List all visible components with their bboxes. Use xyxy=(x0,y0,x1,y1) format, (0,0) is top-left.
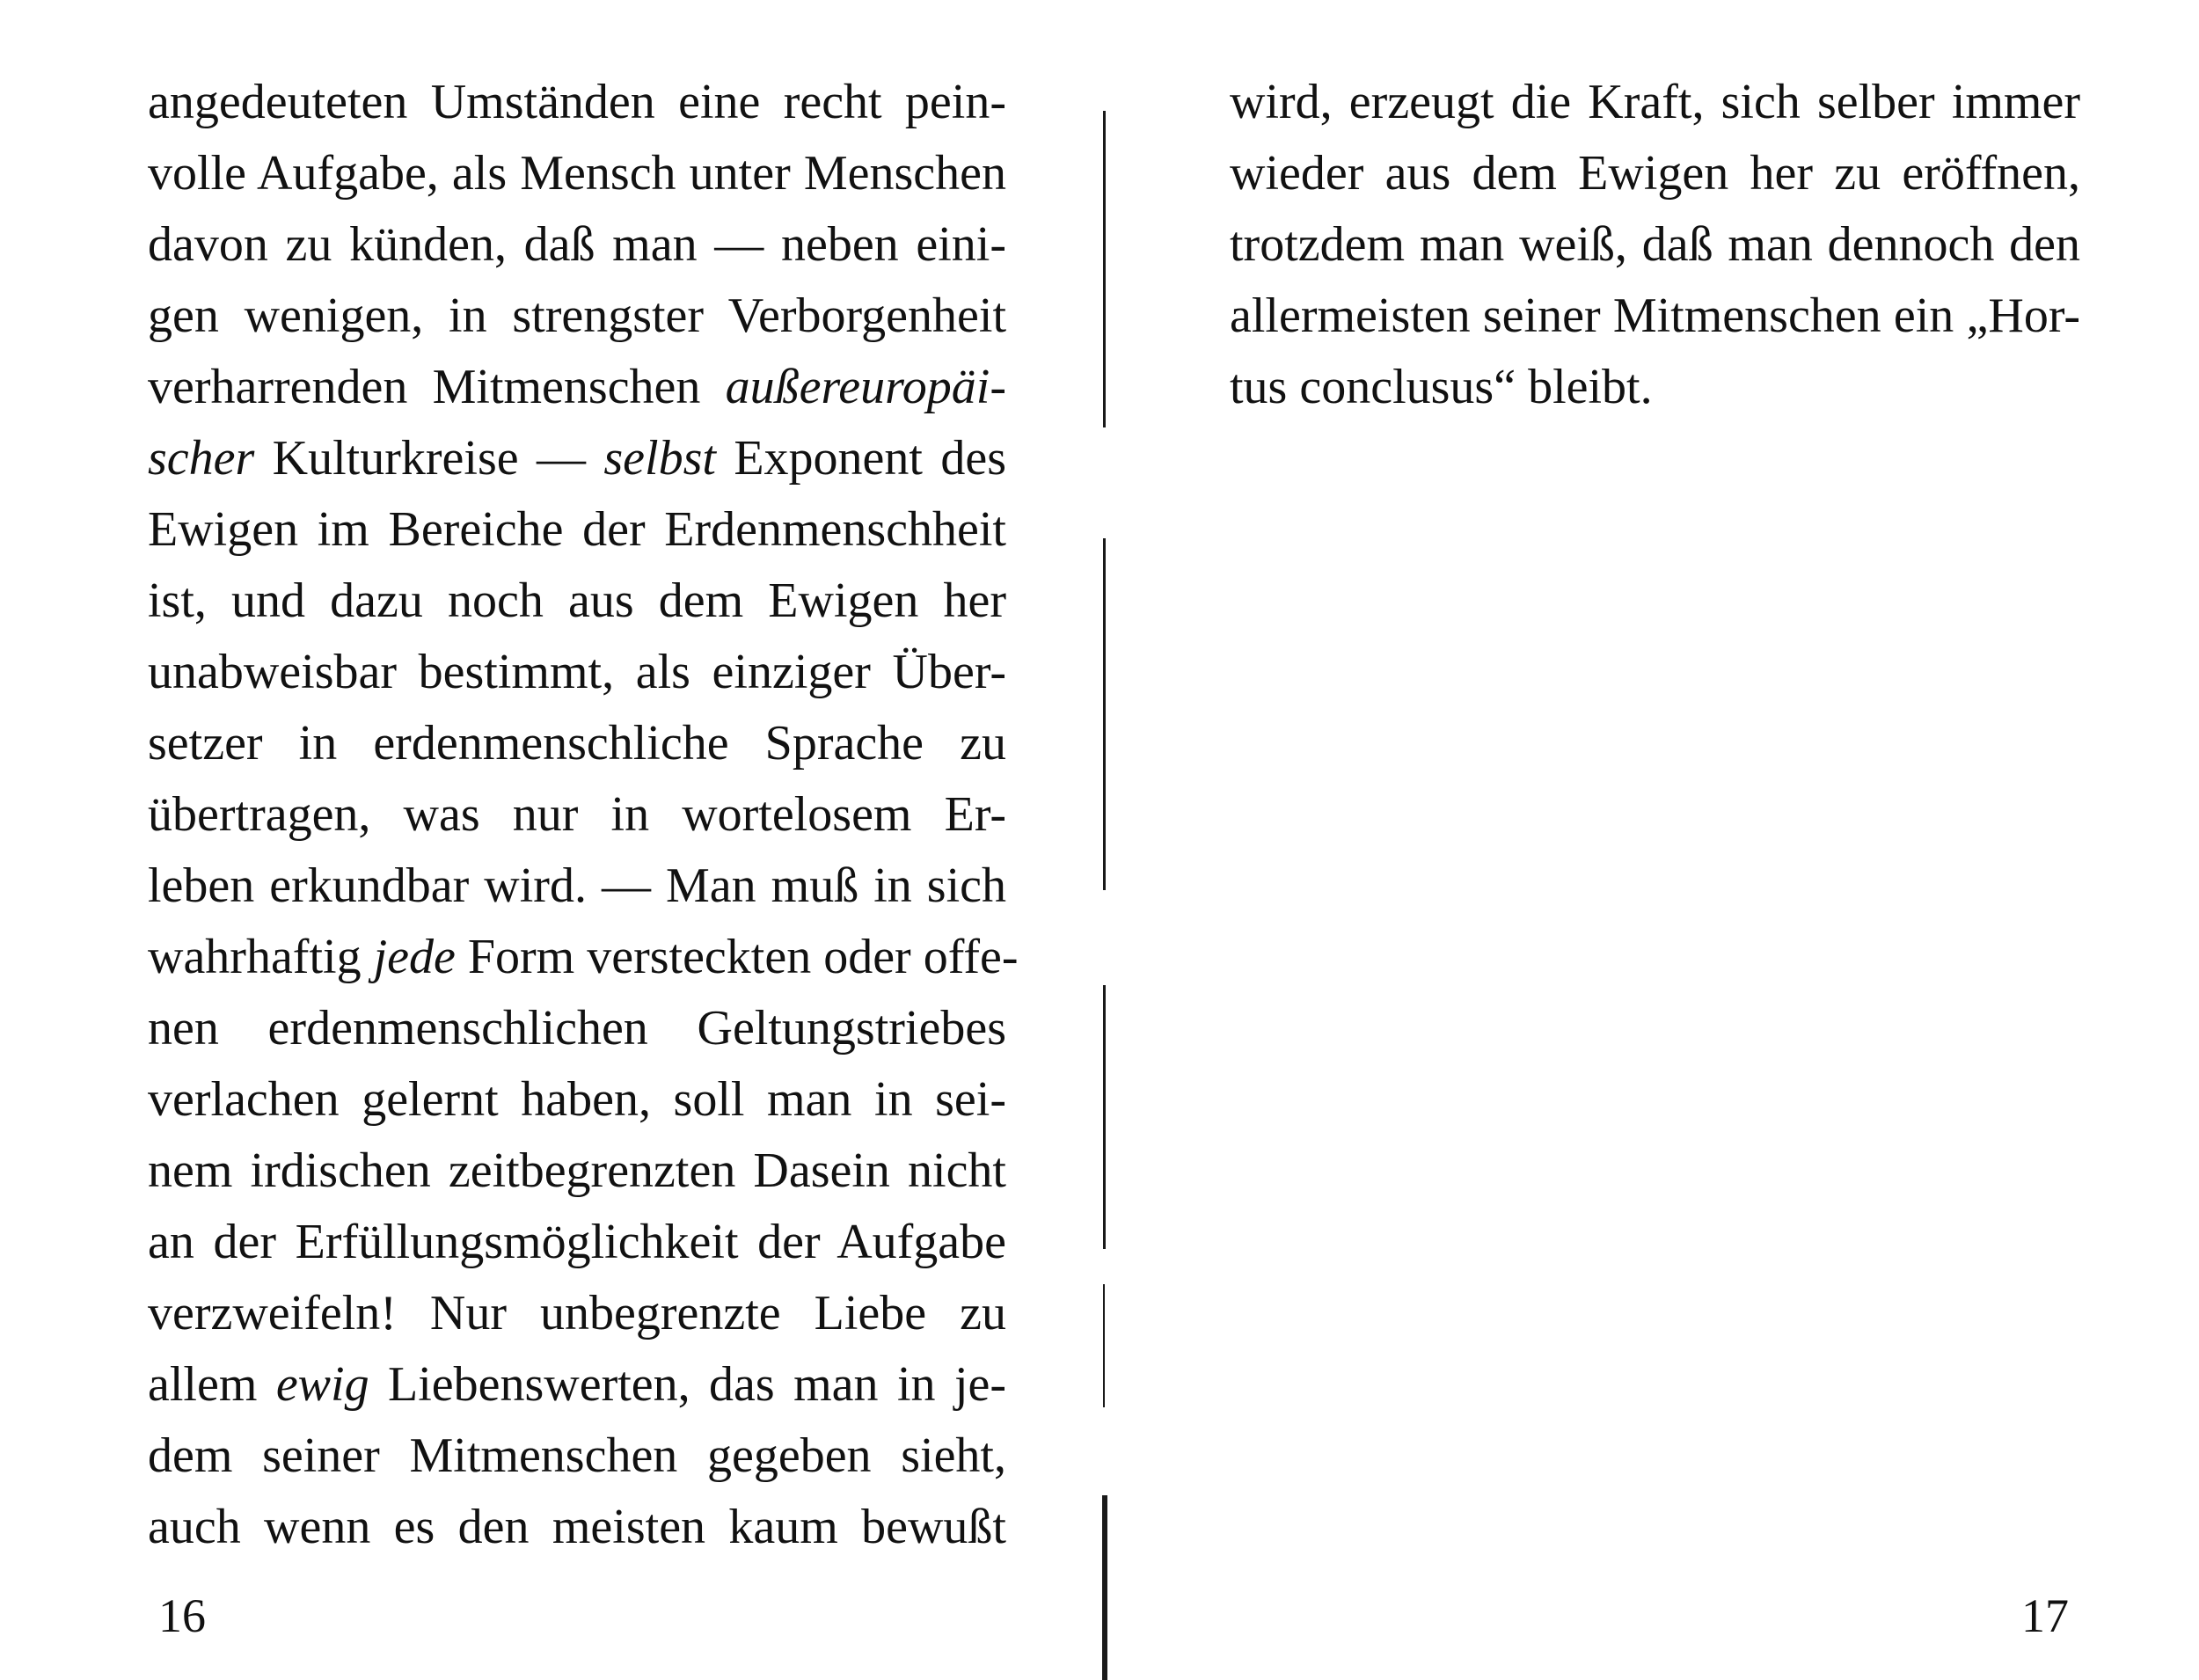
left-page-text xyxy=(148,67,1019,1563)
text-segment: Exponent des xyxy=(715,431,1006,486)
italic-text: jede xyxy=(373,930,456,984)
text-segment: Liebenswerten, das man in je- xyxy=(369,1357,1006,1412)
text-line: allermeisten seiner Mitmenschen ein „Hor- xyxy=(1230,289,2080,343)
page-number-right: 17 xyxy=(2021,1589,2069,1642)
text-line: gen wenigen, in strengster Verborgenheit xyxy=(148,289,1006,343)
text-line: übertragen, was nur in wortelosem Er- xyxy=(148,787,1006,842)
text-line: leben erkundbar wird. — Man muß in sich xyxy=(148,858,1006,913)
italic-text: scher xyxy=(148,431,255,486)
text-segment: Form versteckten oder offe- xyxy=(455,930,1019,984)
italic-text: ewig xyxy=(275,1357,369,1412)
text-line-mixed xyxy=(148,423,1006,494)
text-line: nen erdenmenschlichen Geltungstriebes xyxy=(148,1001,1006,1055)
text-line: an der Erfüllungsmöglichkeit der Aufgabe xyxy=(148,1215,1006,1269)
text-line: nem irdischen zeitbegrenzten Dasein nicht xyxy=(148,1143,1006,1198)
text-line: volle Aufgabe, als Mensch unter Menschen xyxy=(148,146,1006,201)
text-line-mixed xyxy=(148,1349,1006,1421)
text-line: davon zu künden, daß man — neben eini- xyxy=(148,217,1006,272)
right-page-text xyxy=(1230,67,2080,423)
right-page xyxy=(1100,0,2199,1680)
text-line: unabweisbar bestimmt, als einziger Über- xyxy=(148,645,1006,699)
text-segment: allem xyxy=(148,1357,276,1412)
text-line: angedeuteten Umständen eine recht pein- xyxy=(148,75,1006,129)
text-line: dem seiner Mitmenschen gegeben sieht, xyxy=(148,1428,1006,1483)
text-line: verzweifeln! Nur unbegrenzte Liebe zu xyxy=(148,1286,1006,1340)
text-line: wird, erzeugt die Kraft, sich selber immer xyxy=(1230,75,2080,129)
text-line: verlachen gelernt haben, soll man in sei- xyxy=(148,1072,1006,1127)
text-segment: Kulturkreise — xyxy=(254,431,604,486)
text-segment: verharrenden Mitmenschen xyxy=(148,360,726,414)
text-line: auch wenn es den meisten kaum bewußt xyxy=(148,1500,1006,1554)
italic-text: außereuropäi- xyxy=(725,360,1006,414)
text-line-mixed xyxy=(148,352,1006,423)
text-line: trotzdem man weiß, daß man dennoch den xyxy=(1230,217,2080,272)
text-line-mixed xyxy=(148,922,1019,993)
text-line: tus conclusus“ bleibt. xyxy=(1230,360,1653,414)
text-line: setzer in erdenmenschliche Sprache zu xyxy=(148,716,1006,771)
page-number-left: 16 xyxy=(158,1589,206,1642)
text-line: wieder aus dem Ewigen her zu eröffnen, xyxy=(1230,146,2080,201)
text-line: ist, und dazu noch aus dem Ewigen her xyxy=(148,573,1006,628)
italic-text: selbst xyxy=(603,431,716,486)
text-line: Ewigen im Bereiche der Erdenmenschheit xyxy=(148,502,1006,557)
text-segment: wahrhaftig xyxy=(148,930,374,984)
